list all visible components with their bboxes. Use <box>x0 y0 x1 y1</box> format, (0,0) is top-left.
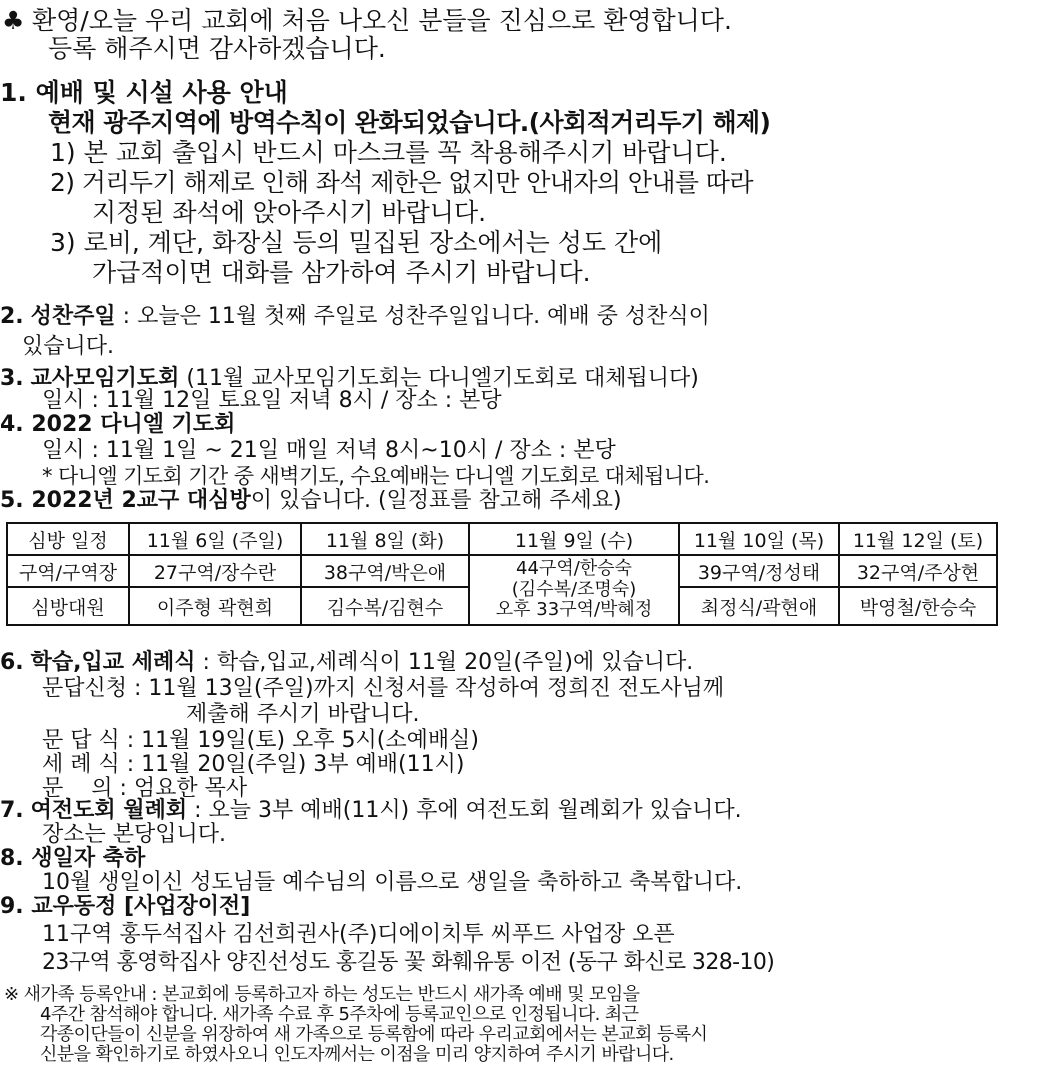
item6-line-2: 문답신청 : 11월 13일(주일)까지 신청서를 작성하여 정희진 전도사님께 <box>42 676 725 701</box>
visit-schedule-table <box>6 522 998 626</box>
item5-line <box>0 490 622 512</box>
item6-line-3: 제출해 주시기 바랍니다. <box>186 702 420 727</box>
header-cell: 11월 9일 (수) <box>469 523 679 555</box>
table-cell: 32구역/주상현 <box>839 555 997 587</box>
table-row <box>7 555 997 587</box>
table-cell: 박영철/한승숙 <box>839 587 997 625</box>
item6-number: 6. <box>0 650 24 675</box>
table-cell: 이주형 곽현희 <box>129 587 301 625</box>
merged-line: (김수복/조명숙) <box>511 578 637 600</box>
item6-line-6: 문 의 : 엄요한 목사 <box>42 776 248 801</box>
item3-number: 3. <box>0 366 24 391</box>
item9-line-2: 23구역 홍영학집사 양진선성도 홍길동 꽃 화훼유통 이전 (동구 화신로 328-10) <box>42 950 775 975</box>
item1-point-2b: 지정된 좌석에 앉아주시기 바랍니다. <box>92 198 487 227</box>
table-cell: 김수복/김현수 <box>301 587 469 625</box>
item1-point-1: 1) 본 교회 출입시 반드시 마스크를 꼭 착용해주시기 바랍니다. <box>50 138 727 167</box>
item7-line-2: 장소는 본당입니다. <box>42 822 227 847</box>
item6-title: 학습,입교 세례식 <box>30 650 196 675</box>
table-cell: 27구역/장수란 <box>129 555 301 587</box>
item4-line-2: * 다니엘 기도회 기간 중 새벽기도, 수요예배는 다니엘 기도회로 대체됩니다. <box>42 464 710 488</box>
item6-line-4: 문 답 식 : 11월 19일(토) 오후 5시(소예배실) <box>42 728 479 753</box>
welcome-line-2: 등록 해주시면 감사하겠습니다. <box>48 34 386 63</box>
item2-line-1 <box>0 306 710 328</box>
table-cell: 38구역/박은애 <box>301 555 469 587</box>
item5-text: 이 있습니다. (일정표를 참고해 주세요) <box>250 488 622 513</box>
merged-line: 44구역/한승숙 <box>516 557 632 579</box>
item1-title: 1. 예배 및 시설 사용 안내 <box>0 78 288 107</box>
item2-text: : 오늘은 11월 첫째 주일로 성찬주일입니다. 예배 중 성찬식이 <box>115 304 710 329</box>
item4-title: 4. 2022 다니엘 기도회 <box>0 412 236 437</box>
item6-line-5: 세 례 식 : 11월 20일(주일) 3부 예배(11시) <box>42 752 465 777</box>
item8-title: 8. 생일자 축하 <box>0 846 146 871</box>
item1-subtitle: 현재 광주지역에 방역수칙이 완화되었습니다.(사회적거리두기 해제) <box>48 108 771 137</box>
club-suit-icon: ♣ <box>2 6 25 35</box>
notice-line-4: 신분을 확인하기로 하였사오니 인도자께서는 이점을 미리 양지하여 주시기 바랍니다. <box>40 1044 674 1065</box>
item1-point-2a: 2) 거리두기 해제로 인해 좌석 제한은 없지만 안내자의 안내를 따라 <box>50 168 753 197</box>
item1-point-3a: 3) 로비, 계단, 화장실 등의 밀집된 장소에서는 성도 간에 <box>50 228 663 257</box>
header-cell: 11월 8일 (화) <box>301 523 469 555</box>
item7-number: 7. <box>0 798 24 823</box>
item9-title: 9. 교우동정 [사업장이전] <box>0 894 251 919</box>
item3-line-1 <box>0 368 699 390</box>
item8-line: 10월 생일이신 성도님들 예수님의 이름으로 생일을 축하하고 축복합니다. <box>42 870 743 895</box>
item1-point-3b: 가급적이면 대화를 삼가하여 주시기 바랍니다. <box>92 258 591 287</box>
item7-line-1 <box>0 800 742 822</box>
table-header-row <box>7 523 997 555</box>
item2-title: 성찬주일 <box>30 304 116 329</box>
table-cell: 구역/구역장 <box>7 555 129 587</box>
item3-title: 교사모임기도회 <box>30 366 180 391</box>
table-cell: 심방대원 <box>7 587 129 625</box>
item2-number: 2. <box>0 304 24 329</box>
item6-text: : 학습,입교,세례식이 11월 20일(주일)에 있습니다. <box>195 650 694 675</box>
merged-cell-wednesday <box>469 555 679 625</box>
item7-text: : 오늘 3부 예배(11시) 후에 여전도회 월례회가 있습니다. <box>187 798 742 823</box>
welcome-text: 환영/오늘 우리 교회에 처음 나오신 분들을 진심으로 환영합니다. <box>32 6 732 35</box>
header-cell: 심방 일정 <box>7 523 129 555</box>
item3-line-2: 일시 : 11월 12일 토요일 저녁 8시 / 장소 : 본당 <box>42 388 502 413</box>
notice-line-3: 각종이단들이 신분을 위장하여 새 가족으로 등록함에 따라 우리교회에서는 본교회 등록시 <box>40 1024 708 1045</box>
header-cell: 11월 10일 (목) <box>679 523 839 555</box>
item6-line-1 <box>0 652 693 674</box>
item4-line-1: 일시 : 11월 1일 ~ 21일 매일 저녁 8시~10시 / 장소 : 본당 <box>42 438 616 463</box>
item5-title: 5. 2022년 2교구 대심방 <box>0 488 251 513</box>
item7-title: 여전도회 월례회 <box>30 798 188 823</box>
notice-line-2: 4주간 참석해야 합니다. 새가족 수료 후 5주차에 등록교인으로 인정됩니다. 최근 <box>40 1004 639 1025</box>
merged-line: 오후 33구역/박혜정 <box>495 599 653 621</box>
item9-line-1: 11구역 홍두석집사 김선희권사(주)디에이치투 씨푸드 사업장 오픈 <box>42 922 675 947</box>
header-cell: 11월 12일 (토) <box>839 523 997 555</box>
notice-line-1: ※ 새가족 등록안내 : 본교회에 등록하고자 하는 성도는 반드시 새가족 예배 및 모임을 <box>4 984 640 1005</box>
table-cell: 39구역/정성태 <box>679 555 839 587</box>
item2-line-2: 있습니다. <box>22 334 115 359</box>
table-cell: 최정식/곽현애 <box>679 587 839 625</box>
welcome-line-1 <box>2 8 732 33</box>
header-cell: 11월 6일 (주일) <box>129 523 301 555</box>
item3-text: (11월 교사모임기도회는 다니엘기도회로 대체됩니다) <box>179 366 699 391</box>
